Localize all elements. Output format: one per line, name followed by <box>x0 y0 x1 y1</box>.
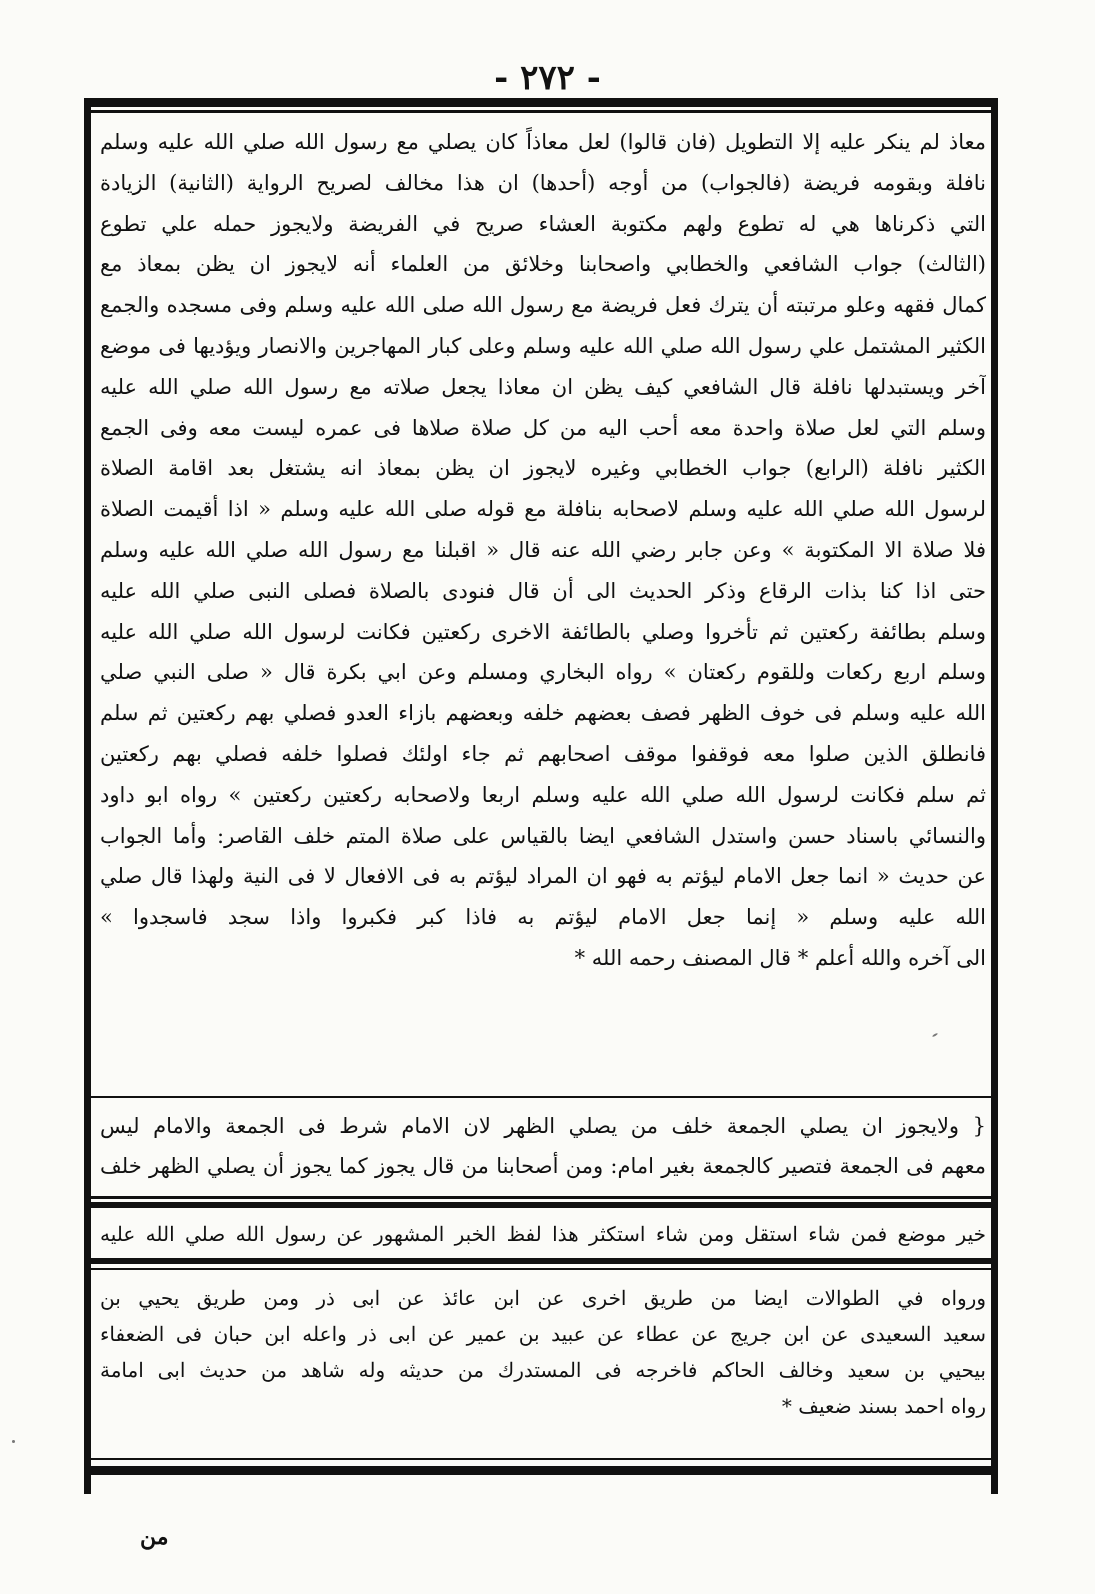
bottom-rule-heavy <box>84 1466 998 1475</box>
main-line: الكثير نافلة (الرابع) جواب الخطابي وغيره لايجوز ان يظن بمعاذ انه يشتغل بعد اقامة الصلاة <box>100 456 986 481</box>
main-line: فلا صلاة الا المكتوبة » وعن جابر رضي الله عنه قال « اقبلنا مع رسول الله صلي الله عليه وسلم <box>100 537 986 562</box>
main-commentary <box>100 122 986 1082</box>
matn-section <box>100 1106 986 1194</box>
main-line: الى آخره والله أعلم * قال المصنف رحمه الله * <box>574 945 986 970</box>
main-line: آخر ويستبدلها نافلة قال الشافعي كيف يظن ان معاذا يجعل صلاته مع رسول الله صلي الله عليه <box>100 374 986 399</box>
main-line: لرسول الله صلي الله عليه وسلم لاصحابه بنافلة مع قوله صلى الله عليه وسلم « اذا أقيمت الصلاة <box>100 497 986 522</box>
main-line: وسلم اربع ركعات وللقوم ركعتان » رواه البخاري ومسلم وعن ابي بكرة قال « صلى النبي صلي <box>100 660 986 685</box>
footnote-section <box>100 1280 986 1450</box>
footnote-rule-heavy <box>84 1258 998 1264</box>
main-line: حتى اذا كنا بذات الرقاع وذكر الحديث الى أن قال فنودى بالصلاة فصلى النبى صلي الله عليه <box>100 578 986 603</box>
main-line: نافلة وبقومه فريضة (فالجواب) من أوجه (أحدها) ان هذا مخالف لصريح الرواية (الثانية) الزيادة <box>100 170 986 195</box>
footnote-line: سعيد السعيدى عن ابن جريج عن عطاء عن عبيد بن عمير عن ابى ذر واعله ابن حبان فى الضعفاء <box>100 1322 986 1346</box>
main-line: وسلم بطائفة ركعتين ثم تأخروا وصلي بالطائفة الاخرى ركعتين فكانت لرسول الله صلي الله عليه <box>100 619 986 644</box>
section-divider <box>84 1096 998 1098</box>
main-line: والنسائي باسناد حسن واستدل الشافعي ايضا بالقياس على صلاة المتم خلف القاصر: وأما الجواب <box>100 823 986 848</box>
main-line: كمال فقهه وعلو مرتبته أن يترك فعل فريضة مع رسول الله صلى الله عليه وسلم وفى مسجده والجمع <box>100 293 986 318</box>
main-line: الله عليه وسلم « إنما جعل الامام ليؤتم به فاذا كبر فكبروا واذا سجد فاسجدوا » <box>100 905 986 930</box>
ink-speck <box>12 1440 15 1443</box>
main-line: عن حديث « انما جعل الامام ليؤتم به فهو ان المراد ليؤتم به فى الافعال لا فى النية ولهذا قال صلي <box>100 864 986 889</box>
main-line: وسلم التي لعل صلاة واحدة معه أحب اليه من كل صلاة صلاها فى عمره ليست معه وفى الجمع <box>100 415 986 440</box>
mid-line: خير موضع فمن شاء استقل ومن شاء استكثر هذا لفظ الخبر المشهور عن رسول الله صلي الله عليه <box>100 1222 986 1246</box>
main-line: الله عليه وسلم فى خوف الظهر فصف بعضهم خلفه وبعضهم بازاء العدو فصلي بهم ركعتين ثم سلم <box>100 701 986 726</box>
footnote-line: ورواه في الطوالات ايضا من طريق اخرى عن ابن عائذ عن ابى ذر ومن طريق يحيي بن <box>100 1286 986 1310</box>
main-line: معاذ لم ينكر عليه إلا التطويل (فان قالوا) لعل معاذاً كان يصلي مع رسول الله صلي الله عليه وسلم <box>100 130 986 154</box>
footnote-line: رواه احمد بسند ضعيف * <box>781 1394 986 1418</box>
main-line: فانطلق الذين صلوا معه فوقفوا موقف اصحابهم ثم جاء اولئك فصلوا خلفه فصلي بهم ركعتين <box>100 741 986 766</box>
main-line: التي ذكرناها هي له تطوع ولهم مكتوبة العشاء صريح في الفريضة ولايجوز حمله علي تطوع <box>100 211 986 236</box>
section-line: معهم فى الجمعة فتصير كالجمعة بغير امام: ومن أصحابنا من قال يجوز كما يجوز أن يصلي الظهر خلف <box>100 1154 986 1178</box>
bottom-rule-thin <box>84 1458 998 1460</box>
mid-rule-heavy <box>84 1202 998 1208</box>
mid-rule-upper <box>84 1196 998 1199</box>
top-rule <box>84 98 998 107</box>
page-number: - ٢٧٢ - <box>494 58 601 98</box>
main-line: الكثير المشتمل علي رسول الله صلي الله عليه وسلم وعلى كبار المهاجرين والانصار ويؤديها فى موضع <box>100 333 986 358</box>
top-rule-thin <box>84 110 998 113</box>
main-line: (الثالث) جواب الشافعي والخطابي واصحابنا وخلائق من العلماء أنه لايجوز ان يظن بمعاذ مع <box>100 252 986 277</box>
footnote-line: بيحيي بن سعيد وخالف الحاكم فاخرجه فى المستدرك من حديثه وله شاهد من حديث ابى امامة <box>100 1358 986 1382</box>
footnote-rule-thin <box>84 1268 998 1270</box>
catchword: من <box>140 1524 169 1550</box>
section-line: { ولايجوز ان يصلي الجمعة خلف من يصلي الظهر لان الامام شرط فى الجمعة والامام ليس <box>100 1114 986 1138</box>
main-line: ثم سلم فكانت لرسول الله صلي الله عليه وسلم اربعا ولاصحابه ركعتين ركعتين » رواه ابو داود <box>100 782 986 807</box>
